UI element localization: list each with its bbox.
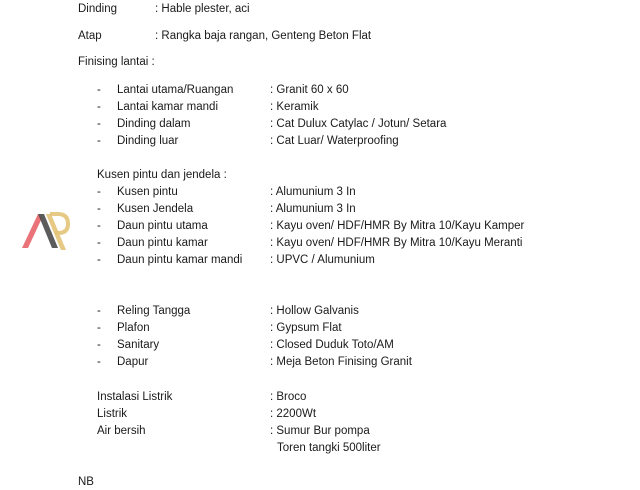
spec-value: : Alumunium 3 In (270, 186, 356, 198)
spec-value: : Meja Beton Finising Granit (270, 356, 412, 368)
bullet: - (97, 135, 101, 147)
spec-label: Kusen pintu (117, 186, 178, 198)
bullet: - (97, 305, 101, 317)
spec-value: : UPVC / Alumunium (270, 254, 375, 266)
spec-label: Daun pintu utama (117, 220, 208, 232)
bullet: - (97, 203, 101, 215)
bullet: - (97, 118, 101, 130)
bullet: - (97, 101, 101, 113)
bullet: - (97, 356, 101, 368)
spec-value: : Cat Luar/ Waterproofing (270, 135, 399, 147)
bullet: - (97, 339, 101, 351)
spec-label: Dinding (78, 3, 117, 15)
spec-label: Kusen Jendela (117, 203, 194, 215)
spec-label: Listrik (97, 408, 128, 420)
spec-value: : 2200Wt (270, 408, 317, 420)
spec-value: : Gypsum Flat (270, 322, 342, 334)
spec-label: Plafon (117, 322, 150, 334)
spec-value: : Hollow Galvanis (270, 305, 359, 317)
spec-label: Lantai utama/Ruangan (117, 84, 234, 96)
spec-label: Dinding dalam (117, 118, 191, 130)
spec-value: : Granit 60 x 60 (270, 84, 349, 96)
bullet: - (97, 220, 101, 232)
kusen-heading: Kusen pintu dan jendela : (97, 169, 227, 181)
spec-label: Daun pintu kamar mandi (117, 254, 243, 266)
spec-value: : Hable plester, aci (155, 3, 250, 15)
spec-value: : Broco (270, 391, 307, 403)
spec-label: Atap (78, 30, 102, 42)
finishing-heading: Finising lantai : (78, 56, 155, 68)
footer-note-partial: NB (78, 476, 94, 488)
spec-value: : Closed Duduk Toto/AM (270, 339, 394, 351)
spec-label: Daun pintu kamar (117, 237, 208, 249)
spec-label: Lantai kamar mandi (117, 101, 218, 113)
spec-value: : Cat Dulux Catylac / Jotun/ Setara (270, 118, 447, 130)
bullet: - (97, 186, 101, 198)
spec-label: Dapur (117, 356, 149, 368)
bullet: - (97, 322, 101, 334)
spec-value: : Alumunium 3 In (270, 203, 356, 215)
ap-logo-icon (20, 206, 72, 256)
spec-label: Reling Tangga (117, 305, 191, 317)
spec-value: : Kayu oven/ HDF/HMR By Mitra 10/Kayu Kamper (270, 220, 525, 232)
spec-value: : Rangka baja rangan, Genteng Beton Flat (155, 30, 372, 42)
spec-value: : Sumur Bur pompa (270, 425, 370, 437)
bullet: - (97, 84, 101, 96)
spec-label: Air bersih (97, 425, 146, 437)
spec-value: : Keramik (270, 101, 319, 113)
spec-value: : Kayu oven/ HDF/HMR By Mitra 10/Kayu Meranti (270, 237, 523, 249)
company-logo (20, 206, 72, 256)
spec-label: Dinding luar (117, 135, 179, 147)
spec-label: Instalasi Listrik (97, 391, 173, 403)
spec-label: Sanitary (117, 339, 160, 351)
bullet: - (97, 237, 101, 249)
utility-extra: Toren tangki 500liter (277, 442, 381, 454)
bullet: - (97, 254, 101, 266)
